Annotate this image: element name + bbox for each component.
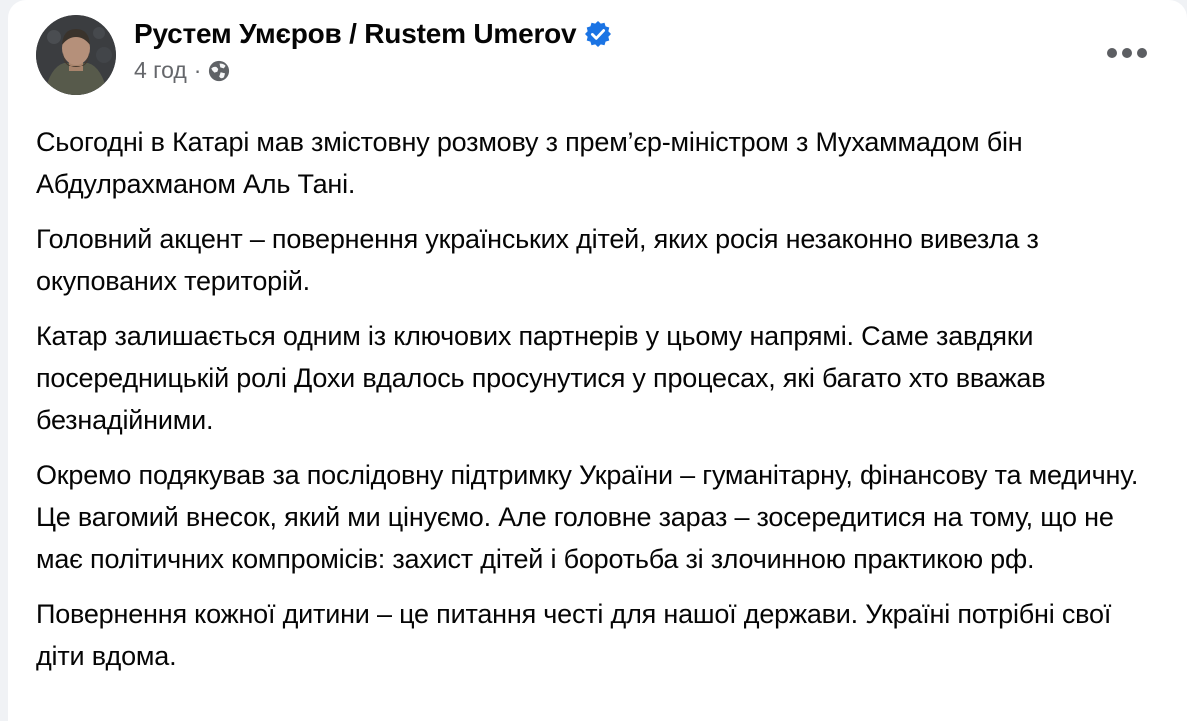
post-header-text bbox=[134, 15, 611, 84]
ellipsis-dot bbox=[1107, 48, 1117, 58]
post-paragraph-2: Головний акцент – повернення українських дітей, яких росія незаконно вивезла з окупованих територій. bbox=[36, 224, 1039, 296]
ellipsis-dot bbox=[1137, 48, 1147, 58]
post-header bbox=[8, 0, 1187, 95]
meta-separator: · bbox=[193, 57, 202, 83]
post-content bbox=[8, 121, 1187, 677]
more-options-button[interactable] bbox=[1097, 38, 1157, 68]
ellipsis-dot bbox=[1122, 48, 1132, 58]
author-name-row bbox=[134, 18, 611, 50]
post-paragraph-1: Сьогодні в Катарі мав змістовну розмову з прем’єр-міністром з Мухаммадом бін Абдулрахманом Аль Тані. bbox=[36, 127, 1023, 199]
post-paragraph-5: Повернення кожної дитини – це питання честі для нашої держави. Україні потрібні свої діти вдома. bbox=[36, 599, 1112, 671]
post-paragraph-3: Катар залишається одним із ключових партнерів у цьому напрямі. Саме завдяки посередницькій ролі Дохи вдалось просунутися у процесах, які багато хто вважав безнадійними. bbox=[36, 321, 1046, 435]
post-paragraph-4: Окремо подякував за послідовну підтримку України – гуманітарну, фінансову та медичну. Це вагомий внесок, який ми цінуємо. Але головне зараз – зосередитися на тому, що не має політичних компромісів: захист дітей і боротьба зі злочинною практикою рф. bbox=[36, 460, 1139, 574]
globe-privacy-icon bbox=[208, 60, 230, 82]
timestamp[interactable]: 4 год bbox=[134, 57, 187, 83]
facebook-post-card bbox=[8, 0, 1187, 721]
post-meta bbox=[134, 57, 611, 84]
author-name[interactable]: Рустем Умєров / Rustem Umerov bbox=[134, 18, 577, 49]
avatar-photo bbox=[36, 15, 116, 95]
verified-badge-icon bbox=[585, 21, 611, 47]
avatar[interactable] bbox=[36, 15, 116, 95]
